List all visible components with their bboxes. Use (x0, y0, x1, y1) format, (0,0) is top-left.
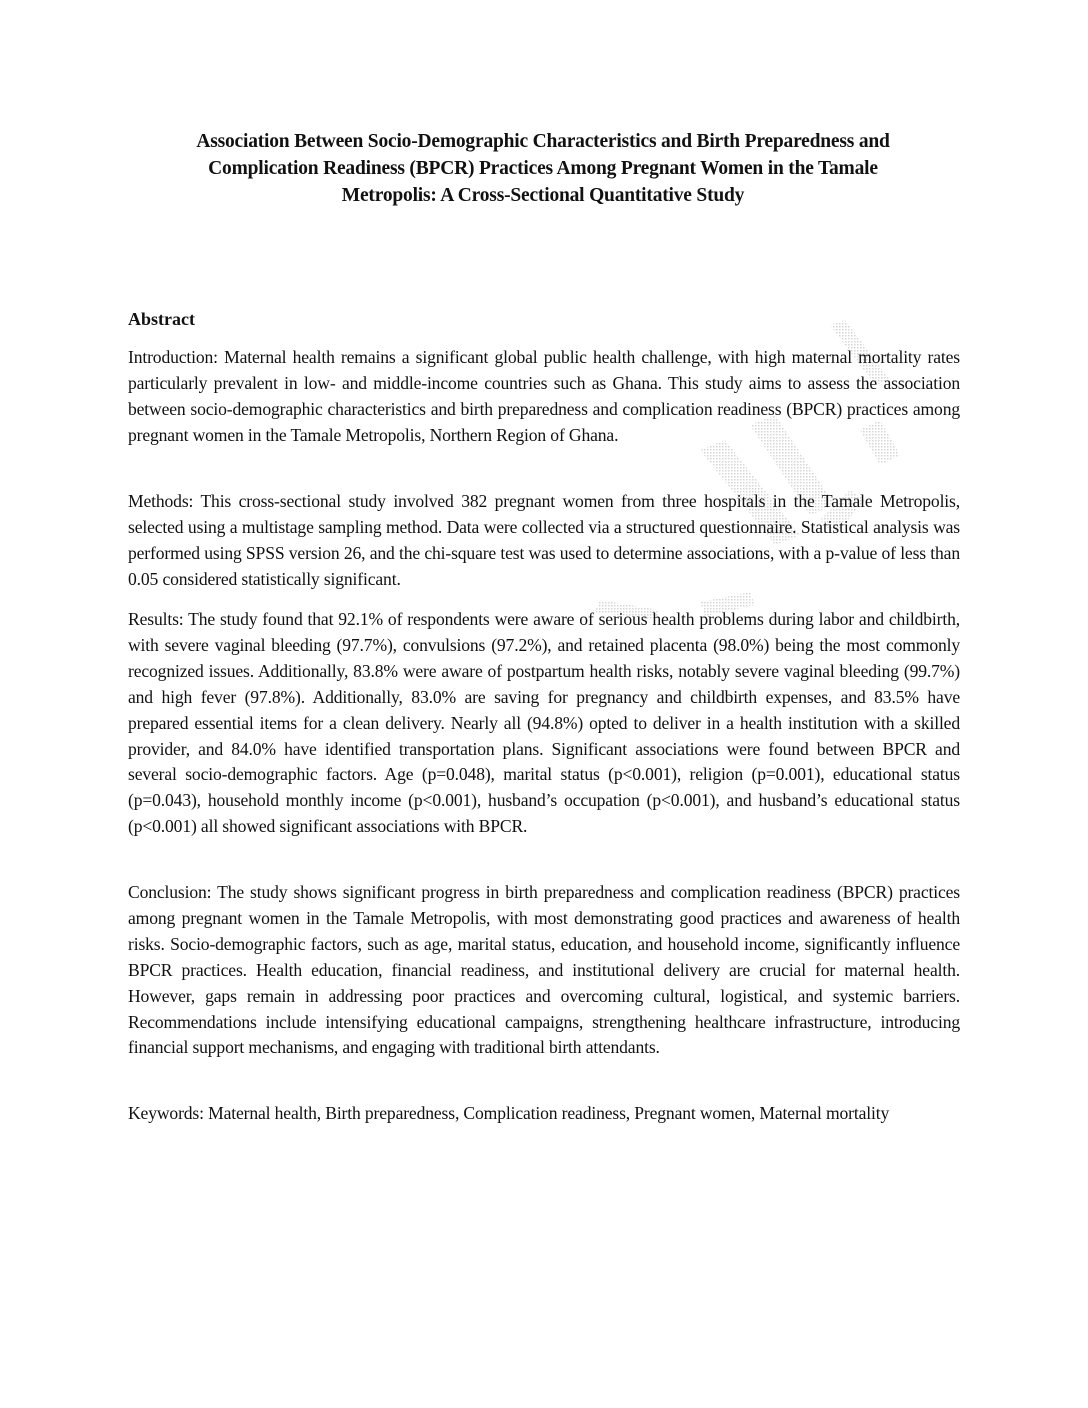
abstract-methods: Methods: This cross-sectional study involved 382 pregnant women from three hospitals in the Tamale Metropolis, selected using a multistage sampling method. Data were collected via a structured questionnaire. Statistical analysis was performed using SPSS version 26, and the chi-square test was used to determine associations, with a p-value of less than 0.05 considered statistically significant. (128, 491, 960, 589)
title-line: Metropolis: A Cross-Sectional Quantitative Study (341, 185, 745, 206)
title-line: Association Between Socio-Demographic Characteristics and Birth Preparedness and (196, 131, 890, 152)
abstract-heading: Abstract (128, 309, 195, 329)
abstract-results: Results: The study found that 92.1% of respondents were aware of serious health problems during labor and childbirth, with severe vaginal bleeding (97.7%), convulsions (97.2%), and retained placenta (98.0%) being the most commonly recognized issues. Additionally, 83.8% were aware of postpartum health risks, notably severe vaginal bleeding (99.7%) and high fever (97.8%). Additionally, 83.0% are saving for pregnancy and childbirth expenses, and 83.5% have prepared essential items for a clean delivery. Nearly all (94.8%) opted to deliver in a health institution with a skilled provider, and 84.0% have identified transportation plans. Significant associations were found between BPCR and several socio-demographic factors. Age (p=0.048), marital status (p<0.001), religion (p=0.001), educational status (p=0.043), household monthly income (p<0.001), husband’s occupation (p<0.001), and husband’s educational status (p<0.001) all showed significant associations with BPCR. (128, 609, 960, 837)
title-line: Complication Readiness (BPCR) Practices Among Pregnant Women in the Tamale (208, 158, 878, 179)
abstract-conclusion: Conclusion: The study shows significant progress in birth preparedness and complication readiness (BPCR) practices among pregnant women in the Tamale Metropolis, with most demonstrating good practices and awareness of health risks. Socio-demographic factors, such as age, marital status, education, and household income, significantly influence BPCR practices. Health education, financial readiness, and institutional delivery are crucial for maternal health. However, gaps remain in addressing poor practices and overcoming cultural, logistical, and systemic barriers. Recommendations include intensifying educational campaigns, strengthening healthcare infrastructure, introducing financial support mechanisms, and engaging with traditional birth attendants. (128, 882, 960, 1058)
abstract-keywords: Keywords: Maternal health, Birth preparedness, Complication readiness, Pregnant women, Maternal mortality (128, 1103, 890, 1123)
abstract-introduction: Introduction: Maternal health remains a significant global public health challenge, with high maternal mortality rates particularly prevalent in low- and middle-income countries such as Ghana. This study aims to assess the association between socio-demographic characteristics and birth preparedness and complication readiness (BPCR) practices among pregnant women in the Tamale Metropolis, Northern Region of Ghana. (128, 347, 960, 445)
paper-title (140, 128, 946, 209)
